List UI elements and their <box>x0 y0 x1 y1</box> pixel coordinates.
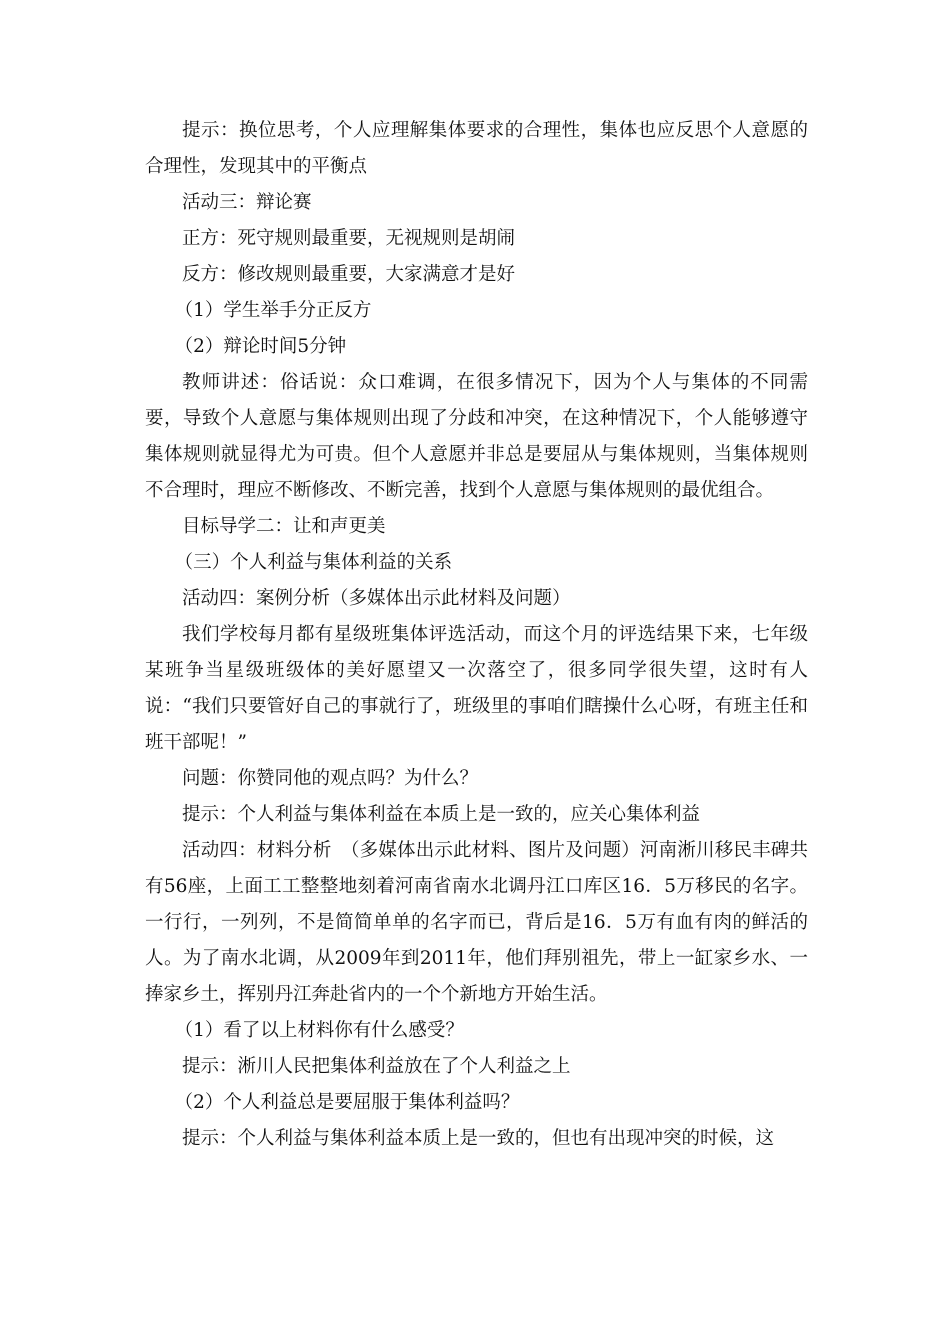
paragraph-debate-step-2: （2）辩论时间5分钟 <box>174 336 347 357</box>
paragraph-material-question-2: （2）个人利益总是要屈服于集体利益吗？ <box>174 1092 520 1113</box>
paragraph-teacher-narration: 教师讲述：俗话说：众口难调，在很多情况下，因为个人与集体的不同需要，导致个人意愿与集体规则出现了分歧和冲突，在这种情况下，个人能够遵守集体规则就显得尤为可贵。但个人意愿并非总是要屈从与集体规则，当集体规则不合理时，理应不断修改、不断完善，找到个人意愿与集体规则的最优组合。 <box>145 372 808 501</box>
paragraph-hint-xichuan: 提示：淅川人民把集体利益放在了个人利益之上 <box>182 1056 571 1077</box>
paragraph-hint-interests: 提示：个人利益与集体利益在本质上是一致的，应关心集体利益 <box>182 804 701 825</box>
paragraph-hint-perspective: 提示：换位思考，个人应理解集体要求的合理性，集体也应反思个人意愿的合理性，发现其中的平衡点 <box>145 120 808 177</box>
paragraph-negative-side: 反方：修改规则最重要，大家满意才是好 <box>182 264 516 285</box>
paragraph-debate-step-1: （1）学生举手分正反方 <box>174 300 372 321</box>
paragraph-activity-four-case: 活动四：案例分析（多媒体出示此材料及问题） <box>182 588 571 609</box>
document-body <box>145 113 808 1157</box>
paragraph-affirmative-side: 正方：死守规则最重要，无视规则是胡闹 <box>182 228 516 249</box>
paragraph-activity-three-heading: 活动三：辩论赛 <box>182 192 312 213</box>
paragraph-goal-guide-two: 目标导学二：让和声更美 <box>182 516 386 537</box>
paragraph-activity-four-material: 活动四：材料分析 （多媒体出示此材料、图片及问题）河南淅川移民丰碑共有56座，上面工工整整地刻着河南省南水北调丹江口库区16．5万移民的名字。一行行，一列列，不是简简单单的名字而已，背后是16．5万有血有肉的鲜活的人。为了南水北调，从2009年到2011年，他们拜别祖先，带上一缸家乡水、一捧家乡土，挥别丹江奔赴省内的一个个新地方开始生活。 <box>145 840 808 1005</box>
paragraph-question: 问题：你赞同他的观点吗？为什么？ <box>182 768 479 789</box>
paragraph-material-question-1: （1）看了以上材料你有什么感受？ <box>174 1020 464 1041</box>
paragraph-hint-conflict: 提示：个人利益与集体利益本质上是一致的，但也有出现冲突的时候，这 <box>182 1128 775 1149</box>
paragraph-class-evaluation-case: 我们学校每月都有星级班集体评选活动，而这个月的评选结果下来，七年级某班争当星级班级体的美好愿望又一次落空了，很多同学很失望，这时有人说：“我们只要管好自己的事就行了，班级里的事咱们瞎操什么心呀，有班主任和班干部呢！” <box>145 624 808 753</box>
paragraph-section-three-heading: （三）个人利益与集体利益的关系 <box>174 552 453 573</box>
